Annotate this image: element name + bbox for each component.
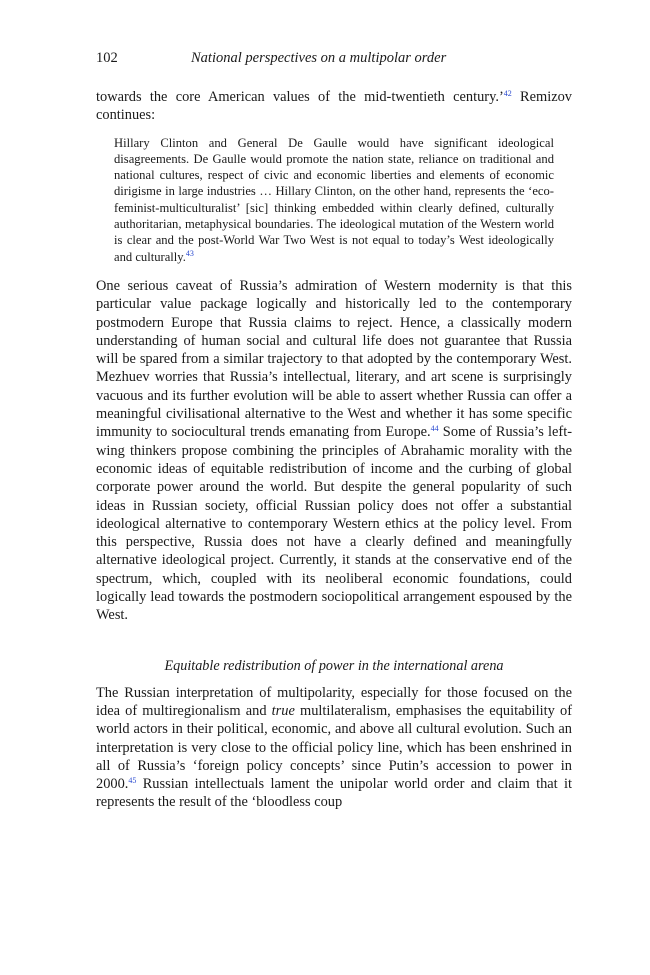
section-text-part1: The Russian interpretation of multipolarity, especially for those focused on the idea of multiregionalism and	[96, 684, 572, 719]
paragraph-text-part2: Some of Russia’s left-wing thinkers propose combining the principles of Abrahamic morality with the economic ideas of equitable redistribution of income and the curbing of global corporate power around the world. But despite the general popularity of such ideas in Russian society, official Russian policy does not offer a substantial ideological alternative to contemporary Western ethics at the policy level. From this perspective, Russia does not have a clearly defined and meaningfully alternative ideological project. Currently, it stands at the conservative end of the spectrum, which, coupled with its neoliberal economic foundations, could logically lead towards the postmodern sociopolitical arrangement espoused by the West.	[96, 424, 572, 624]
footnote-ref-42[interactable]: 42	[503, 89, 512, 98]
section-text-part2: multilateralism, emphasises the equitability of world actors in their political, economic, and above all cultural evolution. Such an interpretation is very close to the official policy line, which has been enshrined in all of Russia’s ‘foreign policy concepts’ since Putin’s accession to power in 2000.	[96, 702, 572, 793]
footnote-ref-44[interactable]: 44	[430, 424, 439, 434]
body-paragraph	[96, 277, 572, 625]
footnote-ref-45[interactable]: 45	[128, 776, 137, 786]
page	[96, 48, 572, 812]
page-header	[96, 48, 572, 68]
section-text-part3: Russian intellectuals lament the unipolar world order and claim that it represents the result of the ‘bloodless coup	[96, 776, 572, 811]
page-number: 102	[96, 50, 118, 66]
intro-tail: Remizov continues:	[96, 89, 572, 124]
intro-text: towards the core American values of the mid-twentieth century.’	[96, 89, 504, 105]
quote-text: Hillary Clinton and General De Gaulle would have significant ideological disagreements. De Gaulle would promote the nation state, reliance on traditional and national cultures, respect of civic and economic liberties and elements of economic dirigisme in large industries … Hillary Clinton, on the other hand, represents the ‘eco-feminist-multiculturalist’ [sic] thinking embedded within clearly defined, culturally authoritarian, metaphysical boundaries. The ideological mutation of the Western world is clear and the post-World War Two West is not equal to today’s West ideologically and culturally.	[114, 135, 554, 264]
footnote-ref-43[interactable]: 43	[185, 248, 194, 258]
section-heading: Equitable redistribution of power in the international arena	[164, 657, 504, 674]
paragraph-text-part1: One serious caveat of Russia’s admiration of Western modernity is that this particular value package logically and historically led to the contemporary postmodern Europe that Russia claims to reject. Hence, a classically modern understanding of human social and cultural life does not guarantee that Russia will be spared from a similar trajectory to that adopted by the contemporary West. Mezhuev worries that Russia’s intellectual, literary, and art scene is surprisingly vacuous and its further evolution will be able to assert whether Russia can offer a meaningful civilisational alternative to the West and whether it has some specific immunity to sociocultural trends emanating from Europe.	[96, 277, 572, 441]
intro-paragraph	[96, 88, 572, 125]
section-paragraph	[96, 684, 572, 812]
running-head: National perspectives on a multipolar order	[191, 50, 447, 66]
emphasis-true: true	[271, 702, 295, 719]
block-quote	[114, 135, 554, 265]
